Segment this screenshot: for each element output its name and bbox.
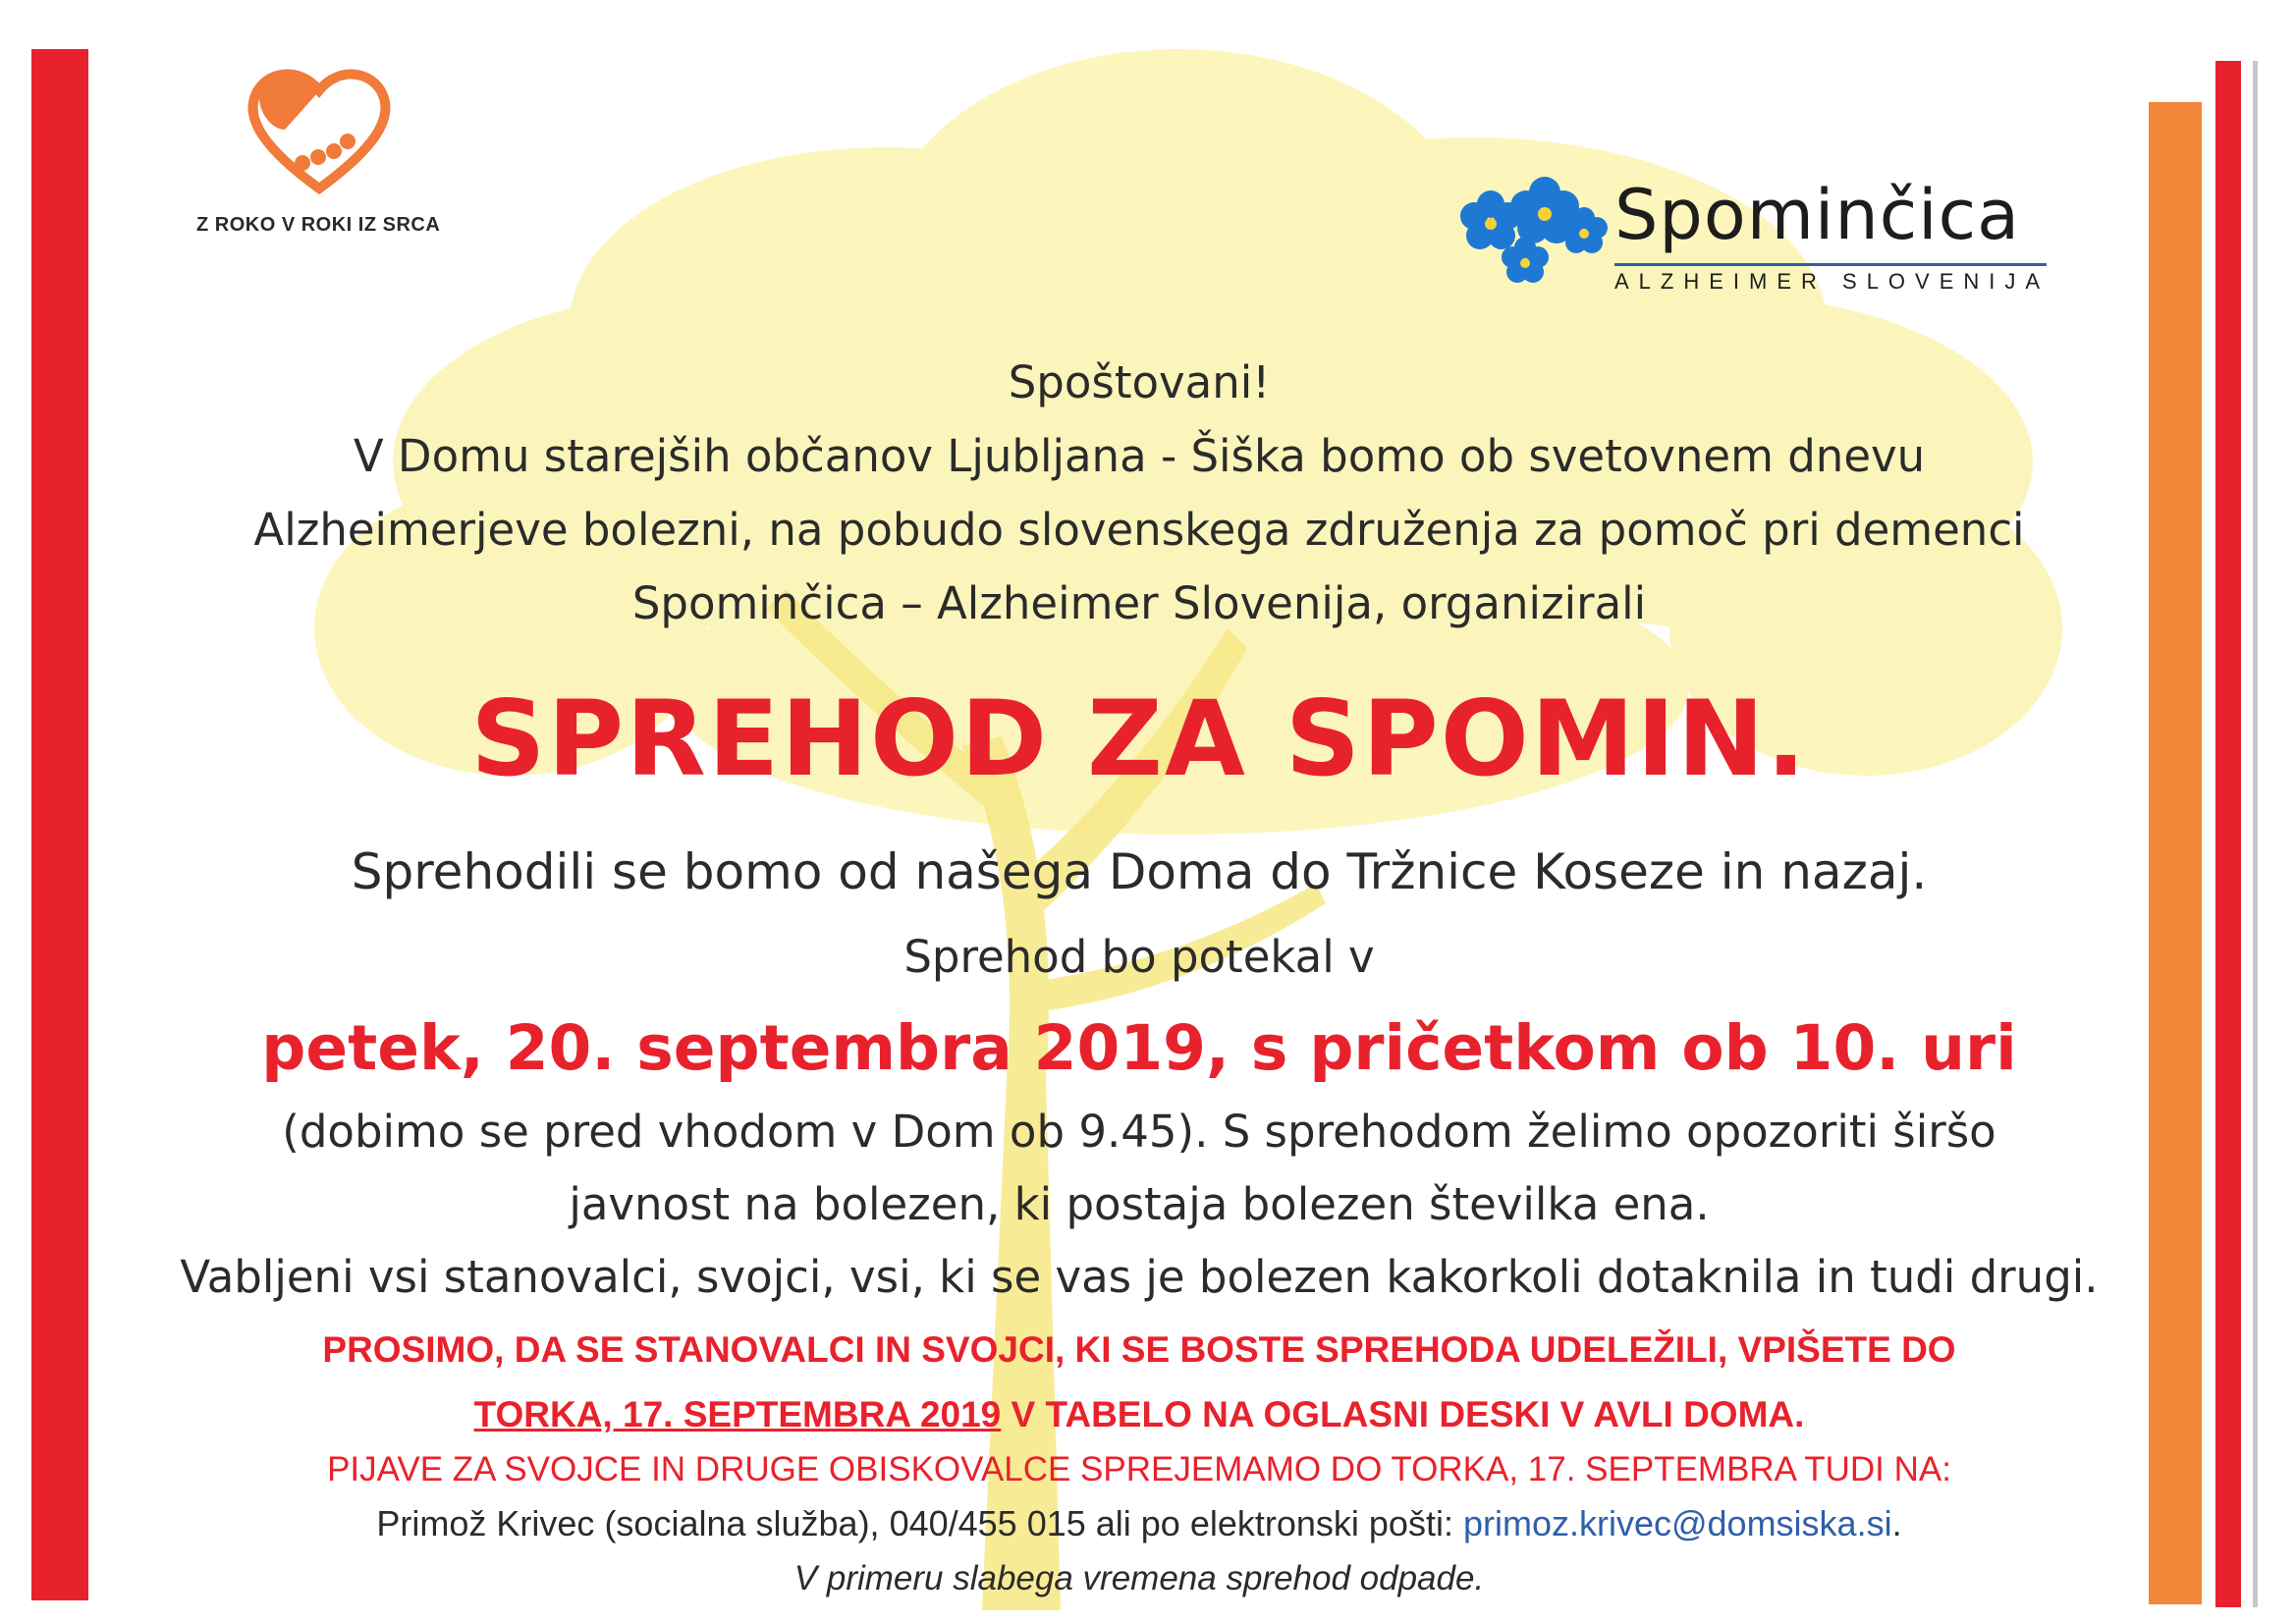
contact-suffix: . — [1891, 1503, 1902, 1543]
right-gray-stripe — [2253, 61, 2258, 1607]
intro-line-2: Alzheimerjeve bolezni, na pobudo slovenskega združenja za pomoč pri demenci — [253, 504, 2025, 556]
notice-deadline: TORKA, 17. SEPTEMBRA 2019 — [473, 1394, 1002, 1434]
logo-tagline: Z ROKO V ROKI IZ SRCA — [196, 214, 441, 236]
route-description: Sprehodili se bomo od našega Doma do Tržnice Koseze in nazaj. — [351, 843, 1928, 900]
brand-subtitle: ALZHEIMER SLOVENIJA — [1614, 269, 2050, 294]
when-label: Sprehod bo potekal v — [903, 931, 1375, 983]
poster-content — [137, 346, 2141, 1606]
forget-me-not-flowers-icon — [1451, 173, 1618, 291]
heart-hands-icon — [246, 61, 393, 198]
event-title: SPREHOD ZA SPOMIN. — [470, 678, 1808, 799]
contact-email-link[interactable]: primoz.krivec@domsiska.si — [1462, 1503, 1892, 1543]
brand-underline — [1614, 263, 2047, 266]
logo-spomincica — [1451, 173, 2080, 310]
contact-line — [137, 1496, 2141, 1551]
right-orange-stripe — [2149, 102, 2202, 1604]
details-line-3: Vabljeni vsi stanovalci, svojci, vsi, ki se vas je bolezen kakorkoli dotaknila in tudi drugi. — [180, 1251, 2099, 1303]
notice-line-2 — [137, 1386, 2141, 1443]
notice-line-1: PROSIMO, DA SE STANOVALCI IN SVOJCI, KI SE BOSTE SPREHODA UDELEŽILI, VPIŠETE DO — [322, 1329, 1956, 1370]
registration-note: PIJAVE ZA SVOJCE IN DRUGE OBISKOVALCE SPREJEMAMO DO TORKA, 17. SEPTEMBRA TUDI NA: — [327, 1450, 1951, 1488]
event-date: petek, 20. septembra 2019, s pričetkom ob 10. uri — [261, 1012, 2017, 1084]
intro-line-1: V Domu starejših občanov Ljubljana - Šiška bomo ob svetovnem dnevu — [353, 430, 1926, 482]
right-red-stripe — [2215, 61, 2241, 1607]
brand-name: Spominčica — [1614, 175, 2021, 255]
weather-note: V primeru slabega vremena sprehod odpade. — [793, 1559, 1485, 1597]
details-line-1: (dobimo se pred vhodom v Dom ob 9.45). S sprehodom želimo opozoriti širšo — [282, 1106, 1996, 1158]
intro-line-3: Spominčica – Alzheimer Slovenija, organizirali — [631, 577, 1647, 629]
left-red-stripe — [31, 49, 88, 1600]
contact-text: Primož Krivec (socialna služba), 040/455 015 ali po elektronski pošti: — [376, 1503, 1463, 1543]
logo-z-roko-v-roki — [196, 61, 452, 237]
details-line-2: javnost na bolezen, ki postaja bolezen številka ena. — [569, 1178, 1710, 1230]
notice-line-2-rest: V TABELO NA OGLASNI DESKI V AVLI DOMA. — [1001, 1394, 1805, 1434]
greeting: Spoštovani! — [1008, 356, 1271, 408]
